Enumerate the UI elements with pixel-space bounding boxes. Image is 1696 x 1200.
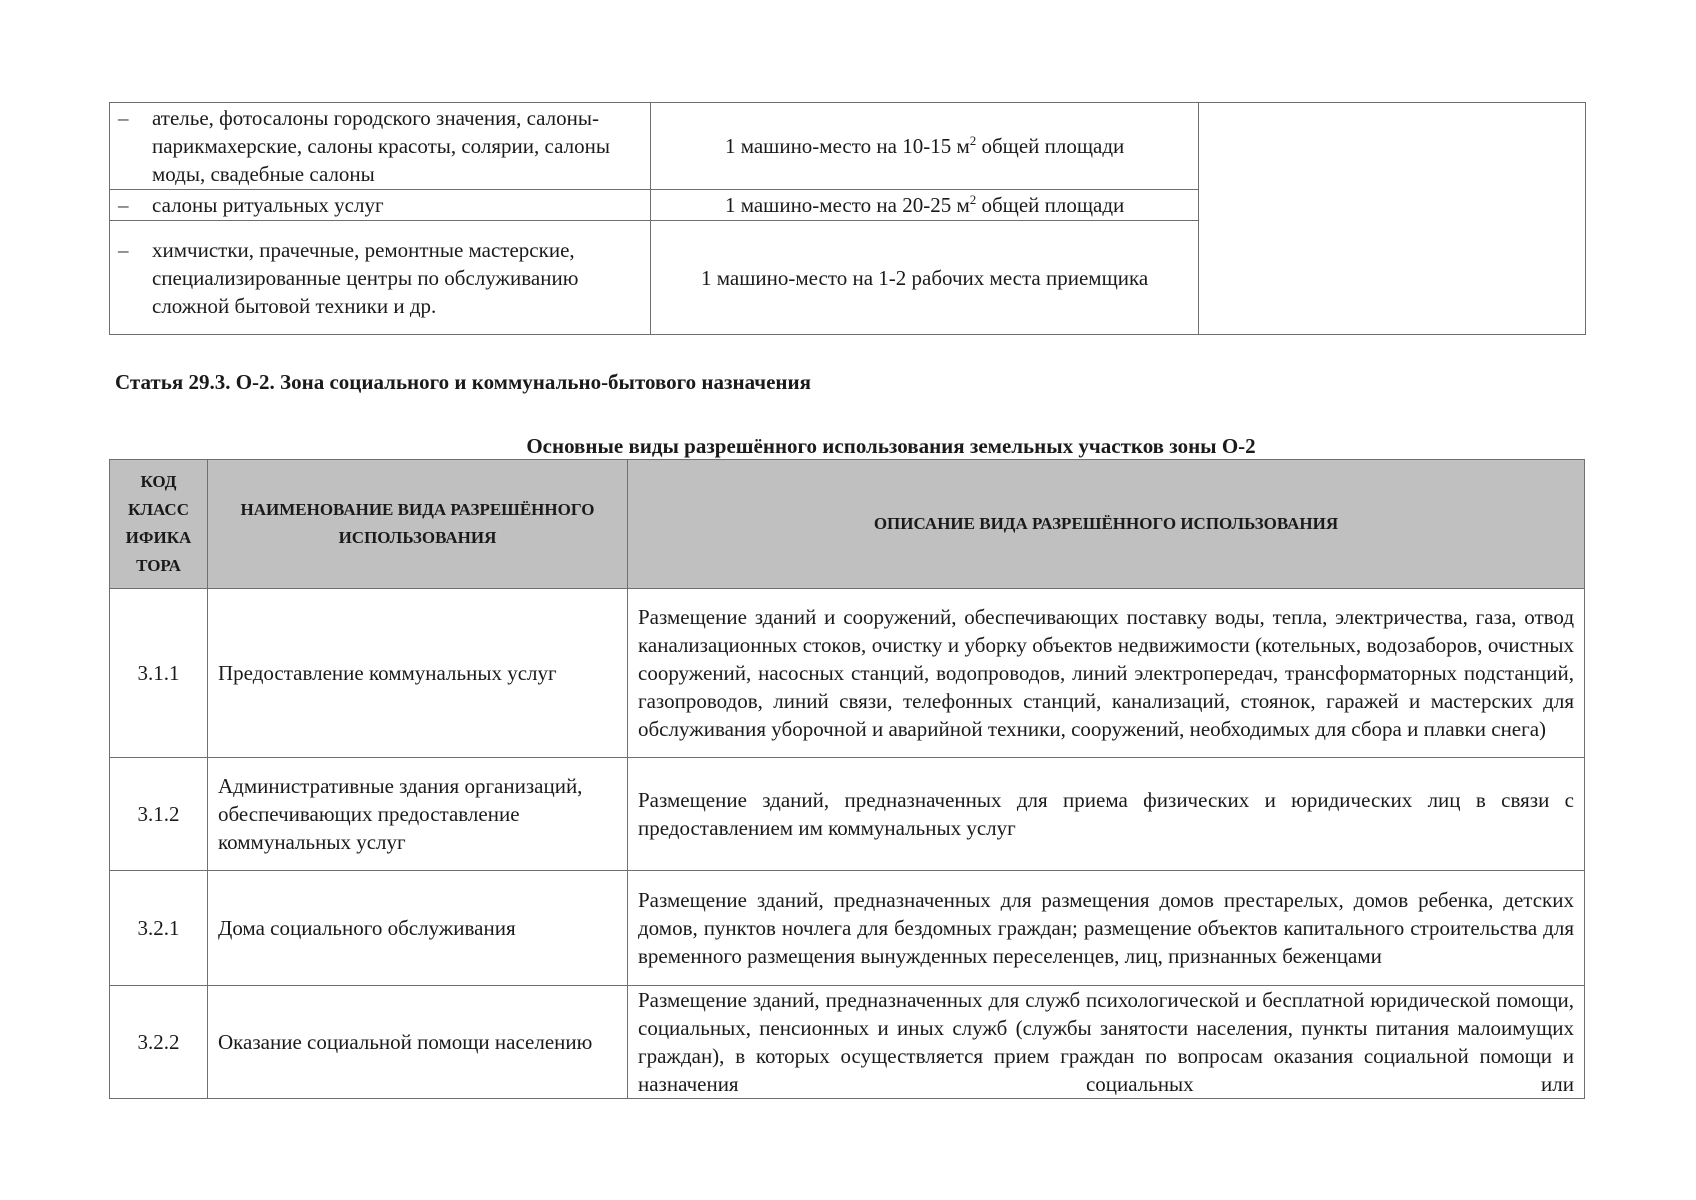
table-caption-text: Основные виды разрешённого использования земельных участков зоны О-2 bbox=[526, 434, 1256, 458]
table-cell-item bbox=[110, 190, 651, 221]
facility-type: салоны ритуальных услуг bbox=[152, 193, 384, 217]
list-dash: – bbox=[118, 237, 129, 262]
table-row bbox=[110, 758, 1585, 871]
parking-norm: 1 машино-место на 1-2 рабочих места приемщика bbox=[701, 265, 1149, 290]
article-heading: Статья 29.3. О-2. Зона социального и коммунально-бытового назначения bbox=[115, 370, 811, 394]
use-description: Размещение зданий, предназначенных для приема физических и юридических лиц в связи с предоставлением им коммунальных услуг bbox=[628, 758, 1585, 871]
header-description: ОПИСАНИЕ ВИДА РАЗРЕШЁННОГО ИСПОЛЬЗОВАНИЯ bbox=[628, 460, 1585, 589]
use-description: Размещение зданий и сооружений, обеспечивающих поставку воды, тепла, электричества, газа, отвод канализационных стоков, очистку и уборку объектов недвижимости (котельных, водозаборов, очистных сооружений, насосных станций, водопроводов, линий электропередач, трансформаторных подстанций, газопроводов, линий связи, телефонных станций, канализаций, стоянок, гаражей и мастерских для обслуживания уборочной и аварийной техники, сооружений, необходимых для сбора и плавки снега) bbox=[628, 589, 1585, 758]
use-name: Предоставление коммунальных услуг bbox=[208, 589, 628, 758]
table-cell-norm bbox=[650, 221, 1198, 335]
table-cell-norm bbox=[650, 103, 1198, 190]
table-cell-empty bbox=[1199, 103, 1586, 335]
header-name: НАИМЕНОВАНИЕ ВИДА РАЗРЕШЁННОГО ИСПОЛЬЗОВАНИЯ bbox=[208, 460, 628, 589]
list-dash: – bbox=[118, 193, 129, 217]
parking-norm: 1 машино-место на 10-15 $м^2$ общей площади bbox=[724, 133, 1125, 158]
permitted-uses-table bbox=[109, 459, 1585, 1099]
table-header-row bbox=[110, 460, 1585, 589]
classifier-code: 3.1.2 bbox=[110, 758, 208, 871]
use-description: Размещение зданий, предназначенных для служб психологической и бесплатной юридической помощи, социальных, пенсионных и иных служб (службы занятости населения, пункты питания малоимущих граждан), в которых осуществляется прием граждан по вопросам оказания социальной помощи и назначения социальных или bbox=[628, 986, 1585, 1099]
table-row bbox=[110, 986, 1585, 1099]
use-description: Размещение зданий, предназначенных для размещения домов престарелых, домов ребенка, детских домов, пунктов ночлега для бездомных граждан; размещение объектов капитального строительства для временного размещения вынужденных переселенцев, лиц, признанных беженцами bbox=[628, 871, 1585, 986]
parking-norms-table bbox=[109, 102, 1586, 335]
table-row bbox=[110, 103, 1586, 190]
table-cell-item bbox=[110, 221, 651, 335]
table-row bbox=[110, 871, 1585, 986]
parking-norm: 1 машино-место на 20-25 $м^2$ общей площади bbox=[724, 192, 1125, 217]
classifier-code: 3.1.1 bbox=[110, 589, 208, 758]
classifier-code: 3.2.1 bbox=[110, 871, 208, 986]
use-name: Административные здания организаций, обеспечивающих предоставление коммунальных услуг bbox=[208, 758, 628, 871]
table-cell-item bbox=[110, 103, 651, 190]
facility-type: химчистки, прачечные, ремонтные мастерские, специализированные центры по обслуживанию сложной бытовой техники и др. bbox=[152, 237, 579, 318]
use-name: Дома социального обслуживания bbox=[208, 871, 628, 986]
facility-type: ателье, фотосалоны городского значения, салоны-парикмахерские, салоны красоты, солярии, салоны моды, свадебные салоны bbox=[152, 106, 610, 186]
list-dash: – bbox=[118, 106, 129, 130]
table-row bbox=[110, 589, 1585, 758]
classifier-code: 3.2.2 bbox=[110, 986, 208, 1099]
use-name: Оказание социальной помощи населению bbox=[208, 986, 628, 1099]
table-caption bbox=[0, 432, 1696, 460]
table-cell-norm bbox=[650, 190, 1198, 221]
header-code: КОД КЛАСС ИФИКА ТОРА bbox=[110, 460, 208, 589]
